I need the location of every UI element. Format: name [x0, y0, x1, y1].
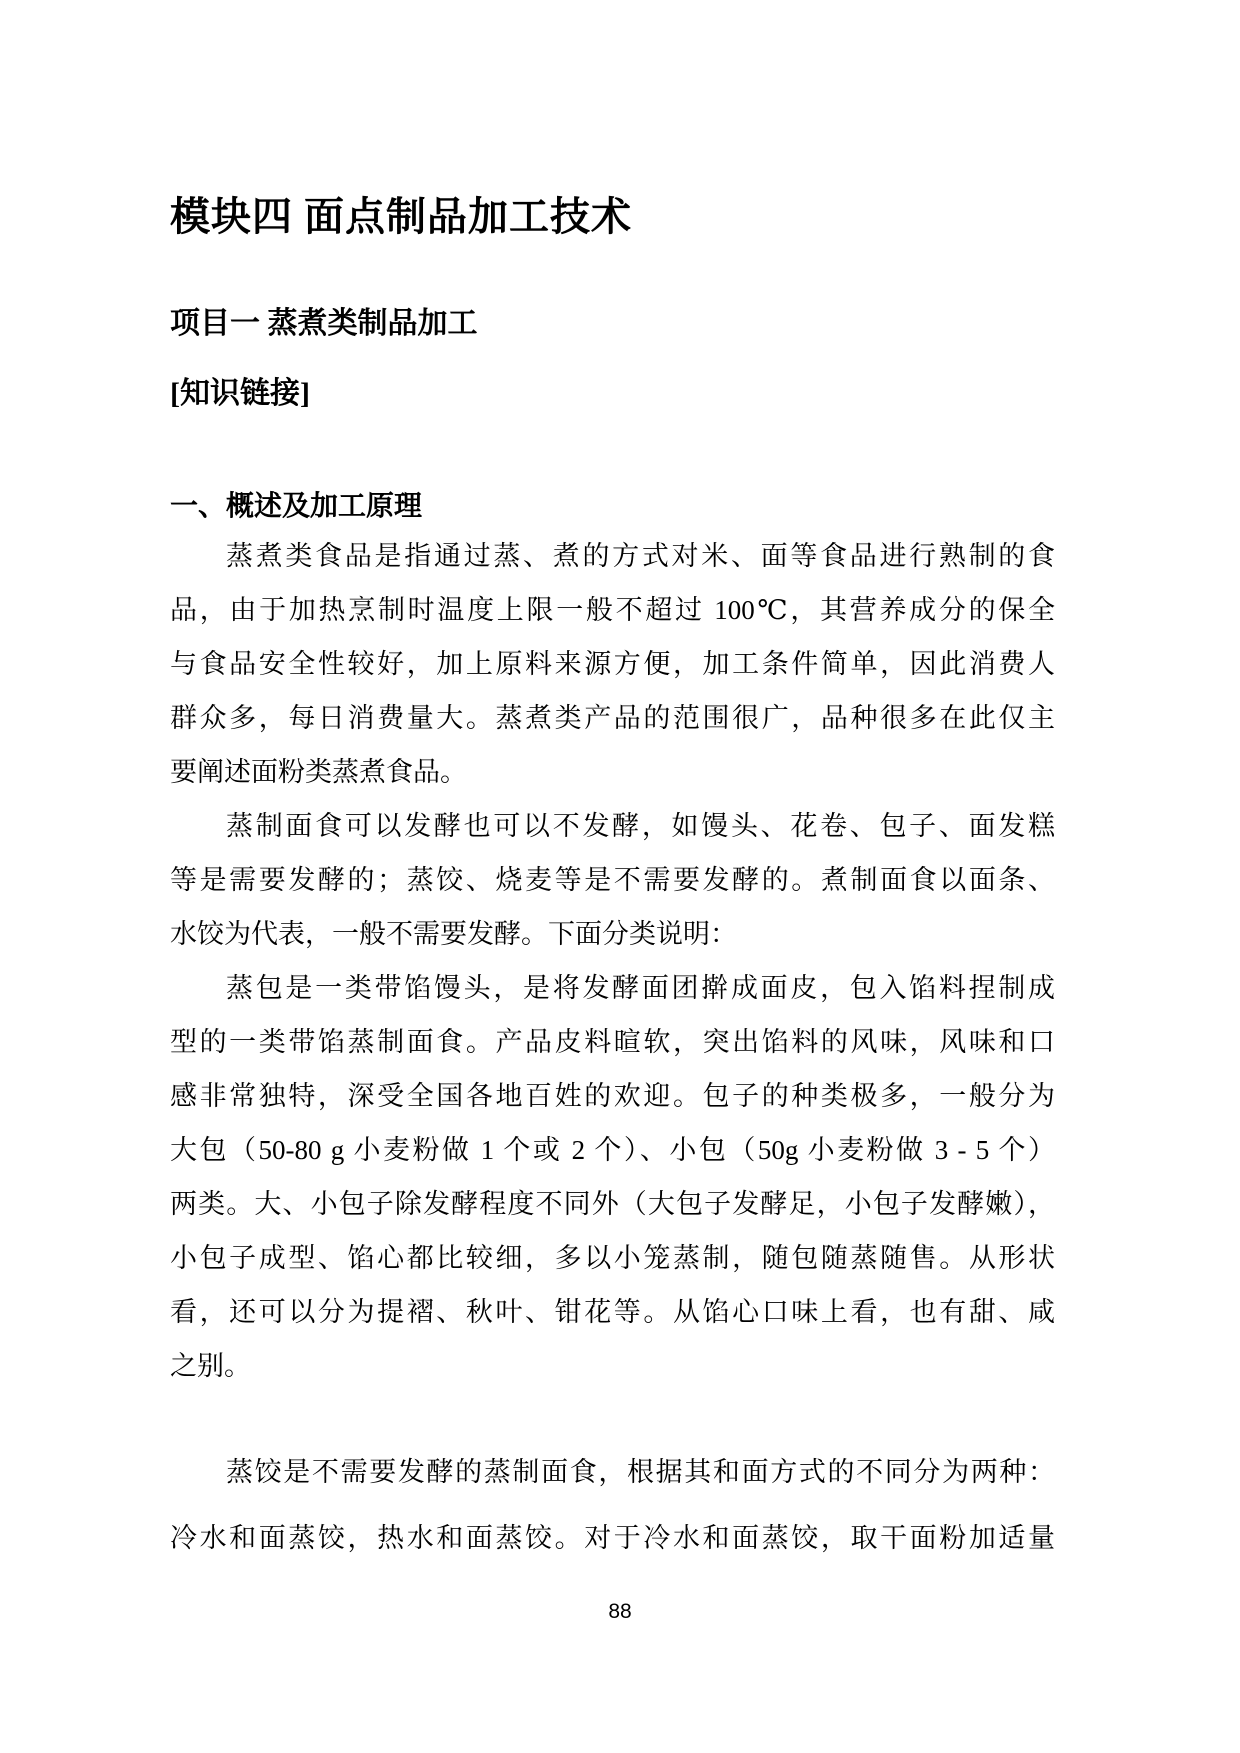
body-text [170, 529, 1055, 1571]
text-line: 型的一类带馅蒸制面食。产品皮料暄软，突出馅料的风味，风味和口 [170, 1027, 1055, 1057]
paragraph [170, 529, 1055, 799]
text-line: 之别。 [170, 1351, 251, 1381]
text-line: 看，还可以分为提褶、秋叶、钳花等。从馅心口味上看，也有甜、咸 [170, 1297, 1055, 1327]
project-title: 项目一 蒸煮类制品加工 [170, 306, 478, 340]
text-line: 等是需要发酵的；蒸饺、烧麦等是不需要发酵的。煮制面食以面条、 [170, 865, 1055, 895]
module-title: 模块四 面点制品加工技术 [170, 193, 632, 239]
text-line: 大包（50-80 g 小麦粉做 1 个或 2 个）、小包（50g 小麦粉做 3 - 5 个） [170, 1135, 1055, 1165]
paragraph [170, 1439, 1055, 1571]
text-line: 冷水和面蒸饺，热水和面蒸饺。对于冷水和面蒸饺，取干面粉加适量 [170, 1523, 1055, 1553]
text-line: 感非常独特，深受全国各地百姓的欢迎。包子的种类极多，一般分为 [170, 1081, 1055, 1111]
text-line: 品，由于加热烹制时温度上限一般不超过 100℃，其营养成分的保全 [170, 595, 1055, 625]
knowledge-link-label: [知识链接] [170, 377, 310, 410]
text-line: 两类。大、小包子除发酵程度不同外（大包子发酵足，小包子发酵嫩）， [170, 1189, 1055, 1219]
text-line: 蒸制面食可以发酵也可以不发酵，如馒头、花卷、包子、面发糕 [226, 811, 1055, 841]
text-line: 小包子成型、馅心都比较细，多以小笼蒸制，随包随蒸随售。从形状 [170, 1243, 1055, 1273]
page-number: 88 [608, 1600, 632, 1623]
section-heading: 一、概述及加工原理 [170, 491, 423, 522]
text-line: 蒸煮类食品是指通过蒸、煮的方式对米、面等食品进行熟制的食 [226, 541, 1055, 571]
text-line: 蒸包是一类带馅馒头，是将发酵面团擀成面皮，包入馅料捏制成 [226, 973, 1055, 1003]
text-line: 水饺为代表，一般不需要发酵。下面分类说明： [170, 919, 737, 949]
text-line: 蒸饺是不需要发酵的蒸制面食，根据其和面方式的不同分为两种： [226, 1457, 1055, 1487]
paragraph [170, 961, 1055, 1393]
text-line: 与食品安全性较好，加上原料来源方便，加工条件简单，因此消费人 [170, 649, 1055, 679]
text-line: 群众多，每日消费量大。蒸煮类产品的范围很广，品种很多在此仅主 [170, 703, 1055, 733]
paragraph [170, 799, 1055, 961]
text-line: 要阐述面粉类蒸煮食品。 [170, 757, 467, 787]
